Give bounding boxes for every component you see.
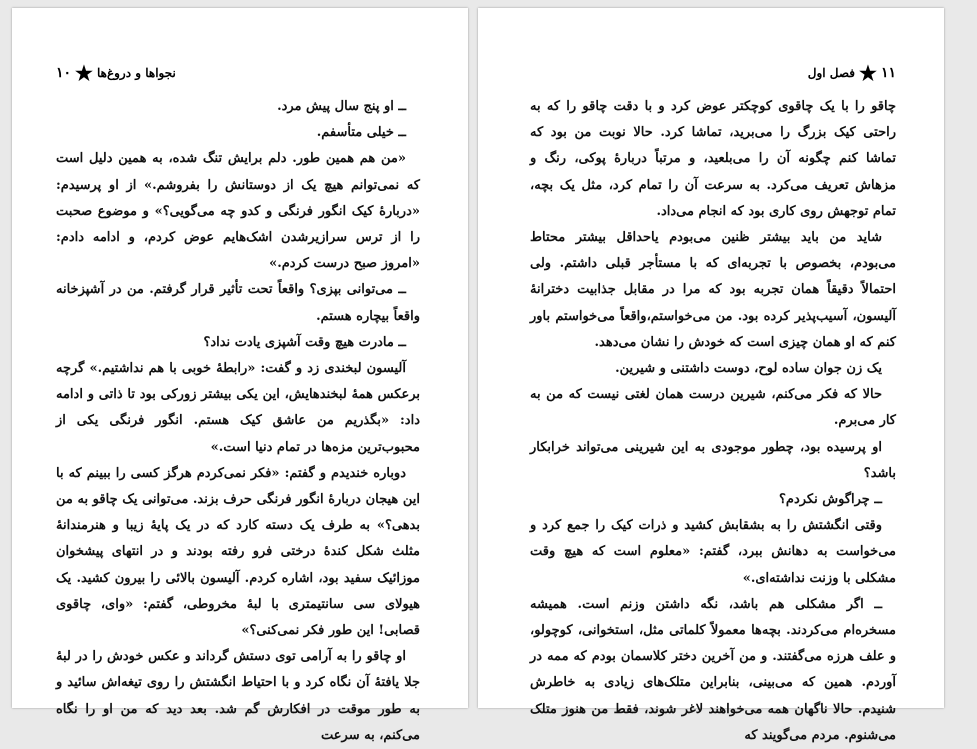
paragraph: وقتی انگشتش را به بشقابش کشید و ذرات کیک را جمع کرد و می‌خواست به دهانش ببرد، گفتم: «معلوم است که هیچ وقت مشکلی با وزنت نداشته‌ای.» bbox=[530, 518, 896, 586]
right-page bbox=[478, 8, 944, 743]
star-icon: ★ bbox=[75, 61, 93, 85]
page-body bbox=[530, 94, 896, 749]
left-page bbox=[12, 8, 468, 743]
running-title: فصل اول bbox=[807, 66, 856, 80]
running-title: نجواها و دروغ‌ها bbox=[96, 66, 176, 80]
paragraph: ــ می‌توانی بپزی؟ واقعاً تحت تأثیر قرار گرفتم. من در آشپزخانه واقعاً بیچاره هستم. bbox=[56, 282, 420, 324]
page-header bbox=[530, 62, 896, 84]
page-number: ۱۰ bbox=[56, 65, 72, 81]
paragraph: ــ مادرت هیچ وقت آشپزی یادت نداد؟ bbox=[203, 334, 406, 350]
paragraph: ــ خیلی متأسفم. bbox=[316, 125, 406, 141]
page-header bbox=[56, 62, 420, 84]
paragraph: او چاقو را به آرامی توی دستش گرداند و عکس خودش را در لبهٔ جلا یافتهٔ آن نگاه کرد و با احتیاط انگشتش را روی تیغه‌اش سائید و به طور موقت در افکارش گم شد. بعد دید که من او را نگاه می‌کنم، به سرعت bbox=[56, 649, 420, 743]
paragraph: آلیسون لبخندی زد و گفت: «رابطهٔ خوبی با هم نداشتیم.» گرچه برعکس همهٔ لبخندهایش، این یکی بیشتر زورکی بود تا ذاتی و ادامه داد: «بگذریم من عاشق کیک هستم. انگور فرنگی یکی از محبوب‌ترین مزه‌ها در تمام دنیا است.» bbox=[56, 361, 420, 455]
paragraph: شاید من باید بیشتر ظنین می‌بودم یاحداقل بیشتر محتاط می‌بودم، بخصوص با تجربه‌ای که با مستأجر قبلی داشتم. ولی احتمالاً دقیقاً همان تجربه بود که مرا در مقابل جذابیت دخترانهٔ آلیسون، آسیب‌پذیر کرده بود. من می‌خواستم،واقعاً می‌خواستم باور کنم که او همان چیزی است که خودش را نشان می‌دهد. bbox=[530, 230, 896, 350]
page-number: ۱۱ bbox=[880, 65, 896, 81]
page-body bbox=[56, 94, 420, 749]
paragraph: حالا که فکر می‌کنم، شیرین درست همان لغتی نیست که من به کار می‌برم. bbox=[530, 387, 896, 429]
paragraph: یک زن جوان ساده لوح، دوست داشتنی و شیرین. bbox=[615, 361, 882, 377]
paragraph: چاقو را با یک چاقوی کوچکتر عوض کرد و با دقت چاقو را که به راحتی کیک بزرگ را می‌برید، تماشا کرد. حالا نوبت من بود که تماشا کنم چگونه آن را می‌بلعید، و مرتباً دربارهٔ پوکی، رنگ و مزهاش تعریف می‌کرد. به سرعت آن را تمام کرد، مثل یک بچه، تمام توجهش روی کاری بود که انجام می‌داد. bbox=[530, 99, 896, 219]
paragraph: ــ اگر مشکلی هم باشد، نگه داشتن وزنم است. همیشه مسخره‌ام می‌کردند. بچه‌ها معمولاً کلماتی مثل، استخوانی، کوچولو، و علف هرزه می‌گفتند. و من آخرین دختر کلاسمان بودم که ممه در آوردم. همین که می‌بینی، بنابراین متلک‌های زیادی به خاطرش شنیدم. حالا ناگهان همه می‌خواهند لاغر شوند، فقط من هنوز متلک می‌شنوم. مردم می‌گویند که bbox=[530, 596, 896, 743]
paragraph: «من هم همین طور. دلم برایش تنگ شده، به همین دلیل است که نمی‌توانم هیچ یک از دوستانش را بفروشم.» از او پرسیدم: «دربارهٔ کیک انگور فرنگی و کدو چه می‌گویی؟» و موضوع صحبت را از ترس سرازیرشدن اشک‌هایم عوض کردم، و ادامه دادم: «امروز صبح درست کردم.» bbox=[56, 151, 420, 272]
paragraph: ــ چراگوش نکردم؟ bbox=[779, 492, 882, 508]
paragraph: او پرسیده بود، چطور موجودی به این شیرینی می‌تواند خرابکار باشد؟ bbox=[530, 439, 896, 481]
star-icon: ★ bbox=[859, 61, 877, 85]
paragraph: دوباره خندیدم و گفتم: «فکر نمی‌کردم هرگز کسی را ببینم که با این هیجان دربارهٔ انگور فرنگی حرف بزند. می‌توانی یک چاقو به من بدهی؟» به طرف یک دسته کارد که در یک پایهٔ زیبا و هنرمندانهٔ مثلث شکل کندهٔ درختی فرو رفته بودند و در انتهای پیشخوان موزائیک سفید بود، اشاره کردم. آلیسون بالائی را بیرون کشید. یک هیولای سی سانتیمتری با لبهٔ مخروطی، گفتم: «وای، چاقوی قصابی! این طور فکر نمی‌کنی؟» bbox=[56, 465, 420, 639]
paragraph: ــ او پنج سال پیش مرد. bbox=[277, 99, 406, 114]
